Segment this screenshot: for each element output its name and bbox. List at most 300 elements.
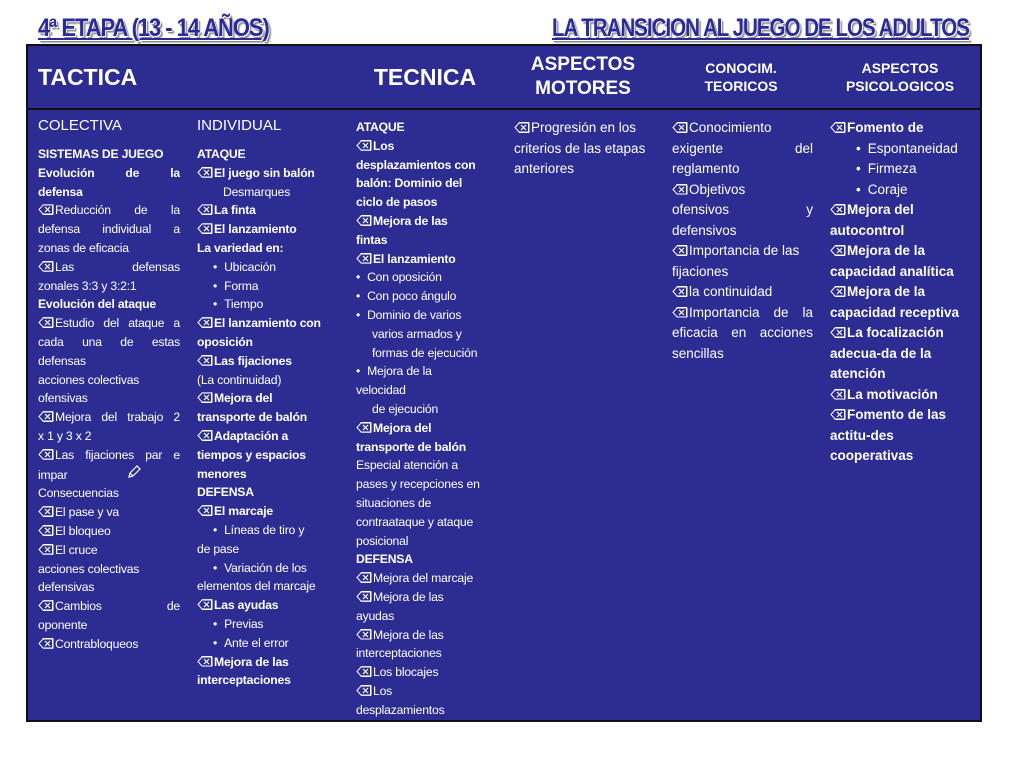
text-value: interceptaciones <box>197 673 291 688</box>
text-value: Los <box>373 138 395 153</box>
text-line <box>830 426 973 447</box>
text-line <box>197 465 339 484</box>
delete-box-icon <box>830 122 847 133</box>
colectiva-content <box>28 140 189 720</box>
text-value: Evolución del ataque <box>38 297 156 312</box>
text-line <box>356 231 497 250</box>
text-value: situaciones de <box>356 495 432 510</box>
text-value: posicional <box>356 533 409 548</box>
text-value: Tiempo <box>224 297 264 312</box>
text-line <box>356 701 497 720</box>
delete-box-icon <box>672 245 689 256</box>
text-value: velocidad <box>356 383 406 398</box>
text-line <box>356 193 497 212</box>
text-line <box>356 532 497 551</box>
text-line <box>830 200 973 221</box>
bullet-icon <box>856 161 868 176</box>
text-line <box>830 405 973 426</box>
text-value: El bloqueo <box>55 523 111 538</box>
delete-box-icon <box>38 506 55 517</box>
column-header-tecnica <box>346 46 506 110</box>
text-line <box>356 212 497 231</box>
text-line <box>197 577 339 596</box>
text-line <box>197 277 339 296</box>
text-value: El juego sin balón <box>214 165 315 180</box>
delete-box-icon <box>38 317 55 328</box>
text-value: Desmarques <box>223 184 291 199</box>
text-value: Previas <box>224 616 264 631</box>
text-line <box>38 239 180 258</box>
text-line <box>514 159 655 180</box>
text-line <box>38 314 180 333</box>
text-line <box>356 268 497 287</box>
text-value: Con poco ángulo <box>367 289 457 304</box>
text-line <box>38 201 180 220</box>
text-line <box>830 385 973 406</box>
text-line <box>830 282 973 303</box>
text-value: Ante el error <box>224 635 289 650</box>
text-line <box>672 180 813 201</box>
text-line <box>830 323 973 344</box>
text-value: eficacia en acciones <box>672 325 813 340</box>
delete-box-icon <box>38 600 55 611</box>
text-value: La focalización <box>847 325 944 340</box>
text-line <box>672 221 813 242</box>
bullet-icon <box>213 636 224 650</box>
text-value: El cruce <box>55 542 98 557</box>
text-value: ciclo de pasos <box>356 195 438 210</box>
text-line <box>356 682 497 701</box>
text-line <box>38 597 180 616</box>
text-value: Ubicación <box>224 259 276 274</box>
text-value: cooperativas <box>830 448 914 463</box>
text-value: Cambios de <box>55 599 180 614</box>
text-value: Conocimiento <box>689 120 772 135</box>
text-line <box>38 465 180 485</box>
delete-box-icon <box>672 184 689 195</box>
delete-box-icon <box>356 253 373 264</box>
text-value: transporte de balón <box>197 410 307 425</box>
text-line <box>830 364 973 385</box>
subheader-label: COLECTIVA <box>38 116 122 134</box>
text-line <box>197 446 339 465</box>
text-value: Importancia de la <box>689 304 813 320</box>
text-value: menores <box>197 466 247 481</box>
text-value: desplazamientos con <box>356 157 476 172</box>
text-line <box>197 239 339 258</box>
delete-box-icon <box>672 286 689 297</box>
text-value: Mejora del <box>373 420 432 435</box>
bullet-icon <box>856 182 868 197</box>
text-value: Las defensas <box>55 259 180 274</box>
text-line <box>356 250 497 269</box>
bullet-icon <box>213 523 224 537</box>
text-value: Mejora de las <box>373 589 444 604</box>
bullet-icon <box>213 297 224 311</box>
delete-box-icon <box>830 409 847 420</box>
text-value: Progresión en los <box>531 120 637 135</box>
delete-box-icon <box>356 666 373 677</box>
text-line <box>38 277 180 296</box>
text-line <box>38 258 180 277</box>
topic-title: LA TRANSICION AL JUEGO DE LOS ADULTOS <box>552 14 969 42</box>
text-line <box>672 282 813 303</box>
column-header-aspectos-motores <box>504 46 664 110</box>
delete-box-icon <box>672 307 689 318</box>
text-value: Los blocajes <box>373 665 439 680</box>
text-line <box>197 653 339 672</box>
text-line <box>356 306 497 325</box>
text-line <box>197 183 339 202</box>
text-line <box>197 371 339 390</box>
text-line <box>356 475 497 494</box>
text-value: ayudas <box>356 608 395 623</box>
delete-box-icon <box>197 599 214 610</box>
text-value: Mejora de la <box>847 284 926 299</box>
text-line <box>38 635 180 654</box>
bullet-icon <box>356 289 367 303</box>
text-value: Mejora de las <box>373 213 448 228</box>
column-header-line: CONOCIM. <box>705 60 777 76</box>
conocimientos-content <box>662 110 822 720</box>
text-line <box>197 540 339 559</box>
text-value: Con oposición <box>367 270 442 285</box>
text-line <box>197 559 339 578</box>
text-value: Firmeza <box>867 161 917 176</box>
text-value: defensivos <box>672 222 737 238</box>
text-line <box>197 164 339 183</box>
text-value: DEFENSA <box>356 552 413 567</box>
text-value: capacidad analítica <box>830 263 954 279</box>
text-value: La motivación <box>847 386 938 402</box>
text-line <box>356 362 497 381</box>
text-value: (La continuidad) <box>197 372 282 387</box>
text-line <box>356 400 497 419</box>
text-value: Los <box>373 683 393 698</box>
text-line <box>356 419 497 438</box>
text-value: desplazamientos <box>356 702 445 717</box>
text-line <box>672 344 813 365</box>
column-header-label: TACTICA <box>38 63 138 90</box>
text-line <box>830 262 973 283</box>
delete-box-icon <box>197 223 214 234</box>
delete-box-icon <box>197 317 214 328</box>
text-line <box>38 484 180 503</box>
bullet-icon <box>213 279 224 293</box>
bullet-icon <box>356 364 367 378</box>
text-line <box>38 446 180 465</box>
text-line <box>356 513 497 532</box>
delete-box-icon <box>830 389 847 400</box>
text-value: impar <box>38 467 68 482</box>
text-value: exigente del <box>672 140 813 156</box>
pencil-icon <box>127 465 141 485</box>
delete-box-icon <box>356 572 373 583</box>
text-line <box>38 295 180 314</box>
text-value: varios armados y <box>372 326 462 341</box>
text-line <box>672 139 813 160</box>
text-value: contraataque y ataque <box>356 514 474 529</box>
text-value: Fomento de las <box>847 407 947 422</box>
text-value: Las ayudas <box>214 598 279 613</box>
text-value: El lanzamiento <box>373 251 456 266</box>
aspectos-motores-content <box>504 110 664 720</box>
text-value: Objetivos <box>689 181 746 197</box>
tecnica-content <box>346 110 506 720</box>
delete-box-icon <box>197 167 214 178</box>
text-value: Reducción de la <box>55 203 180 218</box>
text-value: El lanzamiento <box>214 222 297 237</box>
text-line <box>197 671 339 690</box>
text-value: Mejora del <box>214 391 273 406</box>
text-line <box>38 371 180 390</box>
bullet-icon <box>213 260 224 274</box>
text-line <box>197 502 339 521</box>
delete-box-icon <box>356 215 373 226</box>
text-value: Mejora de la <box>367 364 432 379</box>
delete-box-icon <box>38 449 55 460</box>
text-line <box>38 145 180 164</box>
text-value: Mejora del marcaje <box>373 571 474 586</box>
text-value: fijaciones <box>672 263 729 279</box>
text-value: Evolución de la <box>38 165 180 180</box>
text-line <box>356 588 497 607</box>
text-line <box>197 615 339 634</box>
delete-box-icon <box>38 204 55 215</box>
delete-box-icon <box>514 122 531 133</box>
text-line <box>197 596 339 615</box>
text-value: Importancia de las <box>689 243 800 258</box>
text-line <box>356 494 497 513</box>
text-value: ATAQUE <box>356 120 405 134</box>
text-line <box>197 483 339 502</box>
delete-box-icon <box>38 411 55 422</box>
text-value: DEFENSA <box>197 485 254 500</box>
column-header-line: ASPECTOS <box>861 60 939 76</box>
text-line <box>356 569 497 588</box>
text-value: SISTEMAS DE JUEGO <box>38 147 164 161</box>
text-line <box>197 333 339 352</box>
text-value: sencillas <box>672 345 724 361</box>
text-line <box>356 118 497 137</box>
text-value: transporte de balón <box>356 439 466 454</box>
text-line <box>197 389 339 408</box>
text-value: ATAQUE <box>197 147 246 161</box>
text-line <box>38 333 180 352</box>
text-value: La finta <box>214 203 256 218</box>
delete-box-icon <box>38 261 55 272</box>
delete-box-icon <box>197 355 214 366</box>
text-value: Mejora del <box>847 202 914 217</box>
text-value: Consecuencias <box>38 486 119 501</box>
text-line <box>38 408 180 427</box>
bullet-icon <box>356 270 367 284</box>
text-line <box>356 607 497 626</box>
text-line <box>197 220 339 239</box>
text-line <box>38 183 180 202</box>
delete-box-icon <box>356 140 373 151</box>
text-value: defensa <box>38 184 83 199</box>
text-line <box>356 663 497 682</box>
column-header-aspectos-psicologicos <box>820 46 980 110</box>
text-value: la continuidad <box>689 284 773 299</box>
bullet-icon <box>856 141 868 156</box>
text-line <box>197 145 339 164</box>
text-value: actitu-des <box>830 427 894 443</box>
column-header-line: MOTORES <box>535 78 631 99</box>
text-value: zonales 3:3 y 3:2:1 <box>38 278 137 293</box>
text-value: elementos del marcaje <box>197 579 316 594</box>
delete-box-icon <box>197 392 214 403</box>
text-line <box>514 118 655 139</box>
text-value: zonas de eficacia <box>38 240 129 255</box>
text-value: ofensivos y <box>672 202 813 217</box>
column-header-line: TEORICOS <box>704 78 778 94</box>
text-line <box>197 521 339 540</box>
text-value: pases y recepciones en <box>356 477 480 492</box>
text-value: ofensivas <box>38 391 88 406</box>
text-value: defensas <box>38 353 86 368</box>
text-line <box>356 156 497 175</box>
text-line <box>672 323 813 344</box>
individual-content <box>187 140 348 720</box>
text-value: tiempos y espacios <box>197 447 306 462</box>
text-line <box>38 389 180 408</box>
text-value: defensa individual a <box>38 222 180 237</box>
text-line <box>672 118 813 139</box>
text-line <box>356 137 497 156</box>
bullet-icon <box>213 561 224 575</box>
delete-box-icon <box>356 685 373 696</box>
text-value: Mejora del trabajo 2 <box>55 410 180 425</box>
text-line <box>672 200 813 221</box>
text-value: de ejecución <box>372 401 439 416</box>
text-line <box>197 201 339 220</box>
stage-title: 4ª ETAPA (13 - 14 AÑOS) <box>38 14 269 42</box>
column-header-conocimientos <box>662 46 822 110</box>
text-value: Adaptación a <box>214 428 289 443</box>
text-value: autocontrol <box>830 222 905 238</box>
text-line <box>197 634 339 653</box>
bullet-icon <box>213 617 224 631</box>
delete-box-icon <box>197 656 214 667</box>
text-line <box>830 303 973 324</box>
delete-box-icon <box>830 245 847 256</box>
text-line <box>38 427 180 446</box>
text-line <box>197 408 339 427</box>
text-value: Fomento de <box>847 120 924 135</box>
text-line <box>38 503 180 522</box>
text-value: Las fijaciones par e <box>55 447 180 462</box>
delete-box-icon <box>38 544 55 555</box>
text-value: Líneas de tiro y <box>224 522 305 537</box>
subheader-label: INDIVIDUAL <box>197 116 282 134</box>
text-line <box>197 352 339 371</box>
text-line <box>830 139 973 160</box>
delete-box-icon <box>830 204 847 215</box>
delete-box-icon <box>38 525 55 536</box>
subheader-colectiva <box>28 110 189 142</box>
text-value: balón: Dominio del <box>356 176 463 191</box>
text-value: El pase y va <box>55 505 119 520</box>
text-line <box>197 258 339 277</box>
delete-box-icon <box>356 422 373 433</box>
bullet-icon <box>356 308 367 322</box>
text-line <box>38 578 180 597</box>
text-line <box>356 174 497 193</box>
text-value: Variación de los <box>224 560 307 575</box>
text-line <box>672 241 813 262</box>
text-value: capacidad receptiva <box>830 304 960 320</box>
text-value: acciones colectivas <box>38 561 140 576</box>
text-line <box>356 325 497 344</box>
text-value: Forma <box>224 278 259 293</box>
text-value: fintas <box>356 232 388 247</box>
text-value: Especial atención a <box>356 458 458 473</box>
text-line <box>356 626 497 645</box>
text-value: Mejora de la <box>847 243 926 258</box>
text-line <box>38 522 180 541</box>
delete-box-icon <box>830 327 847 338</box>
text-line <box>830 159 973 180</box>
text-line <box>356 287 497 306</box>
text-value: El lanzamiento con <box>214 316 321 331</box>
aspectos-psicologicos-content <box>820 110 980 720</box>
delete-box-icon <box>197 430 214 441</box>
text-value: anteriores <box>514 161 575 176</box>
text-value: oposición <box>197 334 253 349</box>
text-line <box>356 644 497 663</box>
text-value: Dominio de varios <box>367 307 462 322</box>
text-value: Mejora de las <box>373 627 444 642</box>
text-line <box>830 241 973 262</box>
text-line <box>514 139 655 160</box>
text-line <box>197 295 339 314</box>
text-line <box>356 550 497 569</box>
text-line <box>830 344 973 365</box>
text-line <box>830 446 973 467</box>
text-line <box>830 180 973 201</box>
text-value: criterios de las etapas <box>514 140 646 156</box>
delete-box-icon <box>197 204 214 215</box>
delete-box-icon <box>197 505 214 516</box>
text-value: adecua-da de la <box>830 345 932 361</box>
text-line <box>356 456 497 475</box>
subheader-individual <box>187 110 348 142</box>
text-value: x 1 y 3 x 2 <box>38 428 92 443</box>
text-line <box>830 118 973 139</box>
text-line <box>356 344 497 363</box>
text-line <box>672 262 813 283</box>
text-value: Espontaneidad <box>867 140 958 156</box>
text-value: de pase <box>197 541 239 556</box>
text-value: Las fijaciones <box>214 353 292 368</box>
text-line <box>197 427 339 446</box>
text-value: interceptaciones <box>356 646 442 661</box>
text-line <box>197 314 339 333</box>
column-header-label: TECNICA <box>373 63 477 90</box>
text-value: Mejora de las <box>214 654 289 669</box>
text-value: atención <box>830 366 886 381</box>
text-value: El marcaje <box>214 504 273 519</box>
column-header-line: PSICOLOGICOS <box>845 78 955 94</box>
column-header-line: ASPECTOS <box>530 54 636 75</box>
text-line <box>38 616 180 635</box>
text-value: oponente <box>38 617 88 632</box>
text-line <box>38 560 180 579</box>
text-line <box>672 303 813 324</box>
delete-box-icon <box>672 122 689 133</box>
